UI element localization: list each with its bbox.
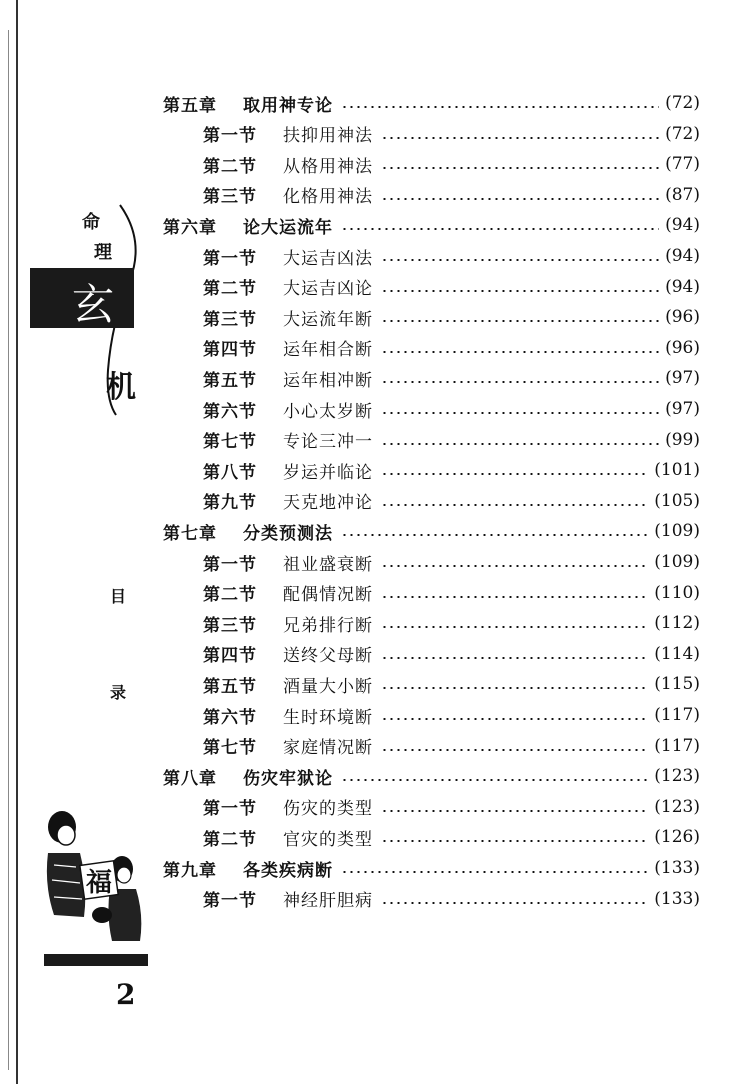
toc-leader-dots <box>341 228 659 230</box>
toc-leader-dots <box>381 626 648 628</box>
toc-leader-dots <box>381 473 648 475</box>
toc-title: 运年相合断 <box>283 340 373 361</box>
page-edge-shadow <box>8 30 9 1070</box>
toc-title: 岁运并临论 <box>283 462 373 483</box>
toc-section-row[interactable] <box>203 731 700 761</box>
toc-section-row[interactable] <box>203 425 700 455</box>
toc-leader-dots <box>381 749 648 751</box>
toc-leader-dots <box>381 412 659 414</box>
footer-bar <box>44 954 148 966</box>
toc-leader-dots <box>381 351 659 353</box>
toc-title: 酒量大小断 <box>283 676 373 697</box>
toc-section-row[interactable] <box>203 578 700 608</box>
toc-label: 第二节 <box>203 829 257 850</box>
toc-page-number: (94) <box>665 246 700 266</box>
toc-section-row[interactable] <box>203 822 700 852</box>
toc-page-number: (87) <box>665 184 700 205</box>
toc-leader-dots <box>381 504 648 506</box>
toc-page-number: (97) <box>665 399 700 419</box>
toc-page-number: (77) <box>665 154 700 175</box>
toc-page-number: (109) <box>654 521 700 542</box>
side-title-xuan: 玄 <box>72 280 115 329</box>
toc-title: 各类疾病断 <box>243 860 333 881</box>
toc-label: 第四节 <box>203 340 257 361</box>
toc-section-row[interactable] <box>203 547 700 577</box>
toc-leader-dots <box>381 596 648 598</box>
toc-label: 第九节 <box>203 493 257 514</box>
toc-page-number: (99) <box>665 429 700 450</box>
toc-page-number: (117) <box>654 735 700 756</box>
toc-label: 第二节 <box>203 156 257 177</box>
toc-title: 大运吉凶法 <box>283 248 373 269</box>
toc-label: 第二节 <box>203 279 257 300</box>
toc-page-number: (105) <box>654 490 700 511</box>
side-label-mu: 目 <box>110 587 127 606</box>
toc-section-row[interactable] <box>203 363 700 393</box>
toc-label: 第八章 <box>163 768 217 789</box>
toc-page-number: (117) <box>654 705 700 725</box>
toc-page-number: (101) <box>654 460 700 481</box>
toc-leader-dots <box>381 259 659 261</box>
page-number: 2 <box>116 978 136 1011</box>
toc-page-number: (96) <box>665 307 700 328</box>
toc-label: 第六节 <box>203 401 257 422</box>
toc-section-row[interactable] <box>203 700 700 730</box>
toc-label: 第五章 <box>163 95 217 116</box>
toc-title: 送终父母断 <box>283 646 373 667</box>
toc-label: 第四节 <box>203 646 257 667</box>
toc-title: 官灾的类型 <box>283 829 373 850</box>
toc-leader-dots <box>381 840 648 842</box>
toc-section-row[interactable] <box>203 180 700 210</box>
toc-chapter-row[interactable] <box>163 88 700 118</box>
toc-label: 第三节 <box>203 187 257 208</box>
toc-title: 论大运流年 <box>243 217 333 238</box>
side-label-lu: 录 <box>110 683 127 702</box>
toc-leader-dots <box>381 687 648 689</box>
toc-section-row[interactable] <box>203 792 700 822</box>
toc-leader-dots <box>381 902 648 904</box>
toc-leader-dots <box>341 534 648 536</box>
toc-page-number: (94) <box>665 215 700 236</box>
toc-title: 兄弟排行断 <box>283 615 373 636</box>
toc-label: 第二节 <box>203 585 257 606</box>
fu-character: 福 <box>86 868 113 898</box>
toc-label: 第七节 <box>203 432 257 453</box>
toc-page-number: (97) <box>665 368 700 389</box>
toc-page-number: (72) <box>665 123 700 144</box>
toc-title: 分类预测法 <box>243 523 333 544</box>
toc-leader-dots <box>381 565 648 567</box>
toc-title: 大运吉凶论 <box>283 279 373 300</box>
toc-page-number: (109) <box>654 552 700 572</box>
toc-page-number: (110) <box>654 582 700 603</box>
toc-leader-dots <box>381 810 648 812</box>
toc-page-number: (115) <box>654 674 700 695</box>
toc-chapter-row[interactable] <box>163 761 700 791</box>
toc-leader-dots <box>381 443 659 445</box>
toc-label: 第五节 <box>203 676 257 697</box>
toc-leader-dots <box>381 137 659 139</box>
toc-section-row[interactable] <box>203 302 700 332</box>
toc-section-row[interactable] <box>203 884 700 914</box>
toc-page-number: (94) <box>665 276 700 297</box>
page-edge <box>16 0 18 1084</box>
toc-section-row[interactable] <box>203 333 700 363</box>
toc-section-row[interactable] <box>203 608 700 638</box>
toc-chapter-row[interactable] <box>163 853 700 883</box>
fortune-figures-illustration <box>40 805 150 945</box>
toc-page-number: (123) <box>654 796 700 817</box>
toc-title: 配偶情况断 <box>283 585 373 606</box>
toc-label: 第八节 <box>203 462 257 483</box>
toc-title: 神经肝胆病 <box>283 891 373 912</box>
toc-label: 第五节 <box>203 370 257 391</box>
toc-page-number: (133) <box>654 888 700 909</box>
toc-section-row[interactable] <box>203 669 700 699</box>
toc-page-number: (96) <box>665 337 700 358</box>
toc-title: 生时环境断 <box>283 707 373 728</box>
toc-title: 天克地冲论 <box>283 493 373 514</box>
side-title-ji: 机 <box>106 370 136 405</box>
toc-leader-dots <box>381 198 659 200</box>
toc-leader-dots <box>381 167 659 169</box>
toc-label: 第一节 <box>203 248 257 269</box>
toc-title: 祖业盛衰断 <box>283 554 373 575</box>
toc-section-row[interactable] <box>203 149 700 179</box>
toc-label: 第三节 <box>203 615 257 636</box>
toc-chapter-row[interactable] <box>163 516 700 546</box>
toc-title: 化格用神法 <box>283 187 373 208</box>
toc-leader-dots <box>381 718 648 720</box>
toc-title: 伤灾的类型 <box>283 799 373 820</box>
toc-label: 第九章 <box>163 860 217 881</box>
toc-page-number: (133) <box>654 858 700 878</box>
toc-title: 扶抑用神法 <box>283 126 373 147</box>
toc-section-row[interactable] <box>203 639 700 669</box>
toc-label: 第七章 <box>163 523 217 544</box>
toc-title: 从格用神法 <box>283 156 373 177</box>
toc-section-row[interactable] <box>203 119 700 149</box>
toc-leader-dots <box>341 871 648 873</box>
toc-title: 专论三冲一 <box>283 432 373 453</box>
toc-label: 第六章 <box>163 217 217 238</box>
toc-section-row[interactable] <box>203 486 700 516</box>
toc-label: 第七节 <box>203 738 257 759</box>
toc-section-row[interactable] <box>203 455 700 485</box>
toc-chapter-row[interactable] <box>163 210 700 240</box>
toc-title: 大运流年断 <box>283 309 373 330</box>
toc-label: 第一节 <box>203 554 257 575</box>
toc-label: 第一节 <box>203 126 257 147</box>
toc-page-number: (72) <box>665 93 700 113</box>
toc-leader-dots <box>381 320 659 322</box>
toc-section-row[interactable] <box>203 241 700 271</box>
toc-leader-dots <box>381 290 659 292</box>
side-title-li: 理 <box>94 242 112 263</box>
toc-title: 运年相冲断 <box>283 370 373 391</box>
toc-label: 第一节 <box>203 891 257 912</box>
toc-section-row[interactable] <box>203 394 700 424</box>
toc-section-row[interactable] <box>203 272 700 302</box>
side-title-ming: 命 <box>82 212 100 233</box>
toc-page-number: (114) <box>654 643 700 664</box>
toc-title: 家庭情况断 <box>283 738 373 759</box>
toc-leader-dots <box>341 106 659 108</box>
toc-page-number: (126) <box>654 827 700 848</box>
toc-leader-dots <box>381 657 648 659</box>
toc-label: 第六节 <box>203 707 257 728</box>
toc-page-number: (123) <box>654 766 700 787</box>
toc-page-number: (112) <box>654 613 700 634</box>
toc-title: 伤灾牢狱论 <box>243 768 333 789</box>
toc-leader-dots <box>341 779 648 781</box>
toc-title: 取用神专论 <box>243 95 333 116</box>
toc-leader-dots <box>381 381 659 383</box>
toc-label: 第三节 <box>203 309 257 330</box>
toc-label: 第一节 <box>203 799 257 820</box>
toc-title: 小心太岁断 <box>283 401 373 422</box>
